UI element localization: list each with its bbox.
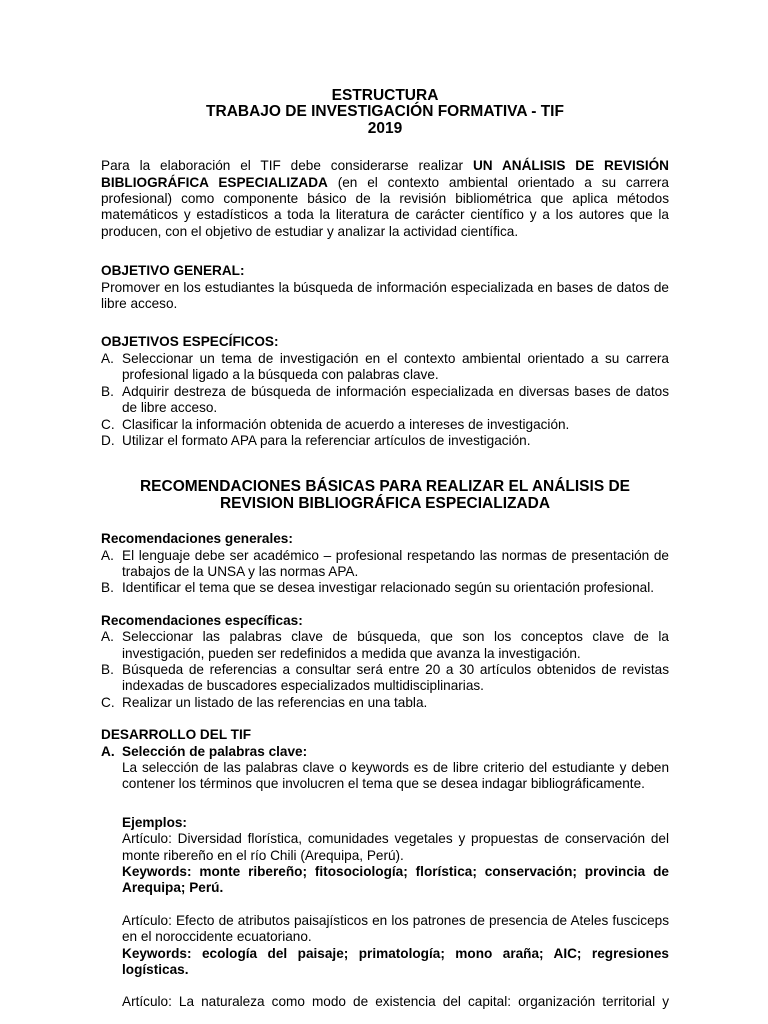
list-marker: A. bbox=[101, 547, 114, 563]
intro-bold-text: UN ANÁLISIS DE REVISIÓN BIBLIOGRÁFICA ESPECIALIZADA bbox=[101, 158, 669, 190]
ejemplo-keywords: Keywords: monte ribereño; fitosociología; florística; conservación; provincia de Arequipa; Perú. bbox=[122, 864, 669, 896]
document-title bbox=[101, 88, 669, 137]
ejemplo-article: Artículo: La naturaleza como modo de existencia del capital: organización territorial y bbox=[122, 994, 669, 1010]
list-marker: D. bbox=[101, 432, 115, 448]
list-item bbox=[101, 548, 669, 581]
list-marker: C. bbox=[101, 416, 115, 432]
desarrollo-a-title: Selección de palabras clave: bbox=[122, 743, 308, 759]
recomendaciones-generales-list bbox=[101, 548, 669, 597]
title-line-2: TRABAJO DE INVESTIGACIÓN FORMATIVA - TIF bbox=[206, 103, 564, 121]
list-item-text: Seleccionar las palabras clave de búsqueda, que son los conceptos clave de la investigación, pueden ser redefinidos a medida que avanza la investigación. bbox=[122, 629, 669, 661]
list-item-text: Clasificar la información obtenida de acuerdo a intereses de investigación. bbox=[122, 416, 570, 432]
document-content bbox=[101, 88, 669, 1011]
recomendaciones-generales-section bbox=[101, 531, 669, 597]
intro-text-start: Para la elaboración el TIF debe considerarse realizar bbox=[101, 158, 473, 174]
list-marker: A. bbox=[101, 350, 114, 366]
list-item-text: Realizar un listado de las referencias en una tabla. bbox=[122, 694, 428, 710]
list-item bbox=[101, 580, 669, 596]
objetivo-general-text: Promover en los estudiantes la búsqueda de información especializada en bases de datos de libre acceso. bbox=[101, 279, 669, 312]
list-item-text: Utilizar el formato APA para la referenciar artículos de investigación. bbox=[122, 432, 531, 448]
list-item bbox=[101, 417, 669, 433]
recomendaciones-especificas-list bbox=[101, 629, 669, 711]
objetivo-general-section bbox=[101, 263, 669, 312]
ejemplo-article: Artículo: Efecto de atributos paisajísticos en los patrones de presencia de Ateles fusciceps en el noroccidente ecuatoriano. bbox=[122, 912, 669, 945]
list-item-text: Búsqueda de referencias a consultar será entre 20 a 30 artículos obtenidos de revistas indexadas de buscadores especializados multidisciplinarias. bbox=[122, 661, 669, 694]
recomendaciones-title-line-1: RECOMENDACIONES BÁSICAS PARA REALIZAR EL ANÁLISIS DE bbox=[139, 478, 630, 496]
ejemplo-keywords: Keywords: ecología del paisaje; primatología; mono araña; AIC; regresiones logísticas. bbox=[122, 945, 669, 978]
list-marker: B. bbox=[101, 661, 114, 677]
list-item bbox=[101, 744, 669, 1011]
list-marker: B. bbox=[101, 383, 114, 399]
desarrollo-list bbox=[101, 744, 669, 1011]
list-item bbox=[101, 351, 669, 384]
list-marker: C. bbox=[101, 694, 115, 710]
list-item-text: Adquirir destreza de búsqueda de información especializada en diversas bases de datos de libre acceso. bbox=[122, 383, 669, 416]
intro-paragraph bbox=[101, 158, 669, 240]
objetivos-especificos-heading: OBJETIVOS ESPECÍFICOS: bbox=[101, 334, 279, 350]
list-item bbox=[101, 384, 669, 417]
title-line-1: ESTRUCTURA bbox=[331, 87, 439, 104]
title-line-3: 2019 bbox=[367, 119, 403, 137]
list-item bbox=[101, 695, 669, 711]
list-item-text: Seleccionar un tema de investigación en el contexto ambiental orientado a su carrera profesional ligado a la búsqueda con palabras clave. bbox=[122, 350, 669, 383]
desarrollo-a-text: La selección de las palabras clave o keywords es de libre criterio del estudiante y deben contener los términos que involucren el tema que se desea indagar bibliográficamente. bbox=[122, 760, 669, 792]
list-item-text: El lenguaje debe ser académico – profesional respetando las normas de presentación de trabajos de la UNSA y las normas APA. bbox=[122, 547, 669, 579]
list-item-text: Identificar el tema que se desea investigar relacionado según su orientación profesional. bbox=[122, 580, 654, 596]
list-item bbox=[101, 662, 669, 695]
recomendaciones-especificas-heading: Recomendaciones específicas: bbox=[101, 612, 303, 628]
recomendaciones-generales-heading: Recomendaciones generales: bbox=[101, 531, 293, 547]
ejemplos-heading: Ejemplos: bbox=[122, 814, 187, 830]
objetivos-especificos-list bbox=[101, 351, 669, 449]
recomendaciones-title bbox=[101, 479, 669, 512]
desarrollo-section bbox=[101, 727, 669, 1011]
ejemplo-article: Artículo: Diversidad florística, comunidades vegetales y propuestas de conservación del monte ribereño en el río Chili (Arequipa, Perú). bbox=[122, 831, 669, 863]
desarrollo-heading: DESARROLLO DEL TIF bbox=[101, 727, 252, 743]
recomendaciones-title-line-2: REVISION BIBLIOGRÁFICA ESPECIALIZADA bbox=[219, 494, 551, 512]
ejemplos-section bbox=[122, 815, 669, 1011]
objetivos-especificos-section bbox=[101, 334, 669, 449]
intro-text-end: (en el contexto ambiental orientado a su carrera profesional) como componente básico de la revisión bibliométrica que aplica métodos matemáticos y estadísticos a toda la literatura de carácter científico y a los autores que la producen, con el objetivo de estudiar y analizar la actividad científica. bbox=[101, 174, 669, 239]
recomendaciones-especificas-section bbox=[101, 613, 669, 711]
list-marker: B. bbox=[101, 580, 114, 596]
objetivo-general-heading: OBJETIVO GENERAL: bbox=[101, 263, 245, 279]
list-item bbox=[101, 433, 669, 449]
list-marker: A. bbox=[101, 743, 115, 759]
list-marker: A. bbox=[101, 629, 114, 645]
list-item bbox=[101, 629, 669, 662]
